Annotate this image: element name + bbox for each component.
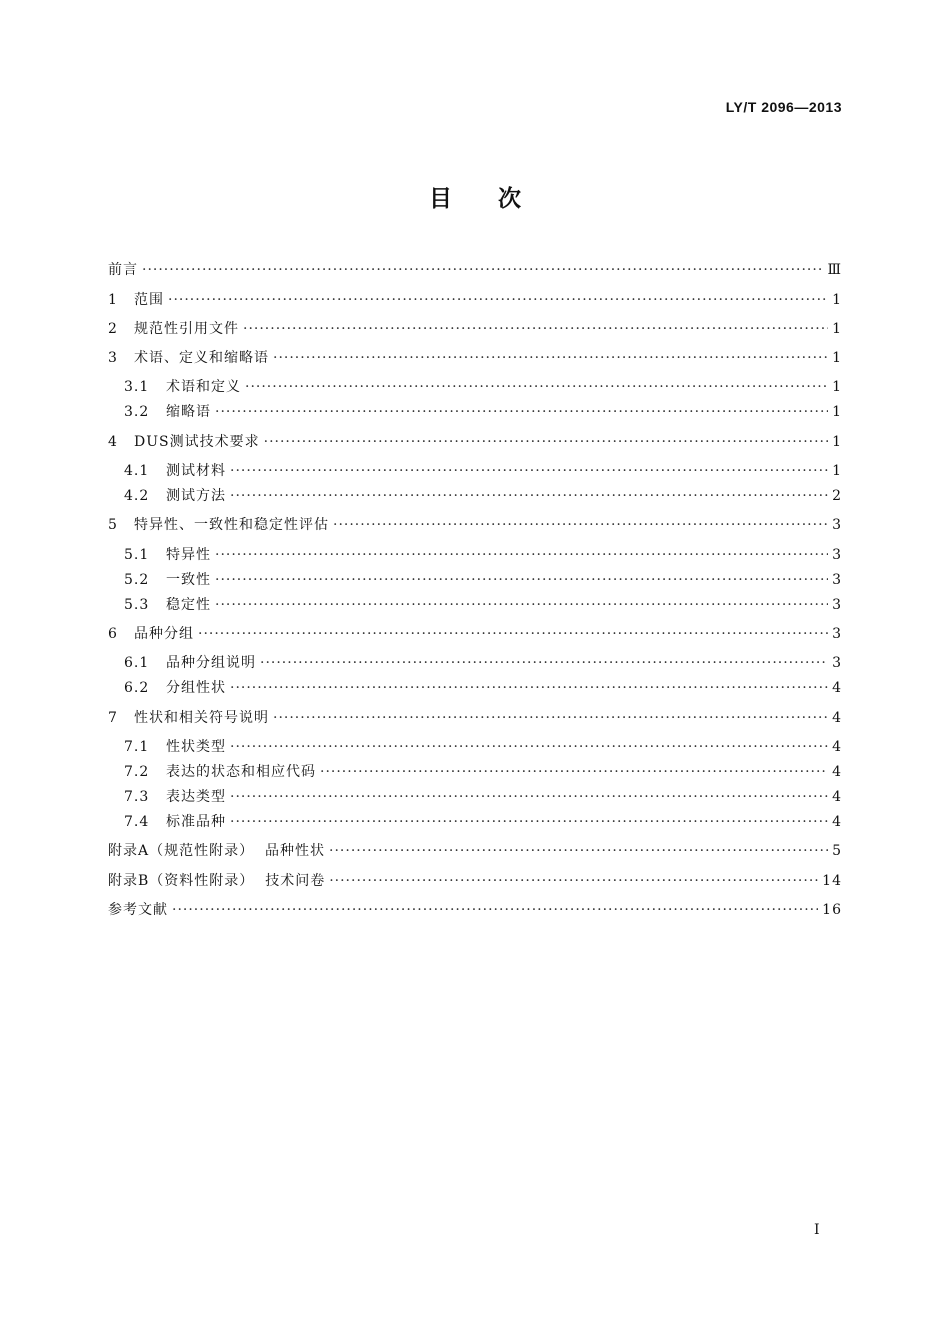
toc-entry-label: 测试材料 xyxy=(166,463,226,479)
toc-entry[interactable] xyxy=(108,402,842,422)
toc-entry-label: 术语和定义 xyxy=(166,379,241,395)
toc-entry-number: 4.1 xyxy=(124,463,150,479)
toc-entry-page: 1 xyxy=(832,463,842,479)
toc-entry-number: 6.1 xyxy=(124,655,150,671)
toc-entry-number: 7.2 xyxy=(124,764,150,780)
toc-entry[interactable] xyxy=(108,461,842,481)
dot-leader xyxy=(215,545,828,565)
dot-leader xyxy=(333,515,828,535)
toc-entry-page: 1 xyxy=(832,350,842,366)
toc-entry-page: 1 xyxy=(832,404,842,420)
dot-leader xyxy=(215,595,828,615)
toc-entry-page: 1 xyxy=(832,321,842,337)
dot-leader xyxy=(320,762,828,782)
toc-entry-page: 16 xyxy=(822,902,842,918)
toc-entry-page: 3 xyxy=(832,517,842,533)
toc-entry-label: 附录B（资料性附录） 技术问卷 xyxy=(108,873,326,889)
toc-entry[interactable] xyxy=(108,841,842,861)
toc-entry-number: 3.1 xyxy=(124,379,150,395)
toc-entry-label: 范围 xyxy=(134,292,164,308)
toc-entry[interactable] xyxy=(108,290,842,310)
toc-entry-label: 前言 xyxy=(108,262,138,278)
toc-entry-label: DUS测试技术要求 xyxy=(134,434,260,450)
toc-entry-label: 一致性 xyxy=(166,572,211,588)
toc-entry-label: 品种分组 xyxy=(134,626,194,642)
dot-leader xyxy=(273,708,828,728)
dot-leader xyxy=(329,841,828,861)
dot-leader xyxy=(243,319,828,339)
toc-entry-page: 3 xyxy=(832,626,842,642)
toc-entry-number: 7.3 xyxy=(124,789,150,805)
toc-entry-page: 1 xyxy=(832,434,842,450)
toc-title: 目次 xyxy=(429,186,567,212)
toc-entry-number: 5.3 xyxy=(124,597,150,613)
toc-entry-label: 特异性 xyxy=(166,547,211,563)
toc-entry[interactable] xyxy=(108,871,842,891)
dot-leader xyxy=(198,624,828,644)
toc-entry-page: 3 xyxy=(832,655,842,671)
toc-entry[interactable] xyxy=(108,787,842,807)
toc-entry-number: 4 xyxy=(108,434,118,450)
toc-entry-page: 5 xyxy=(832,843,842,859)
toc-entry-number: 6.2 xyxy=(124,680,150,696)
dot-leader xyxy=(260,653,828,673)
toc-entry-label: 表达的状态和相应代码 xyxy=(166,764,316,780)
toc-entry-label: 性状类型 xyxy=(166,739,226,755)
toc-entry-page: Ⅲ xyxy=(827,262,842,278)
toc-entry-number: 5.1 xyxy=(124,547,150,563)
toc-entry-number: 3 xyxy=(108,350,118,366)
toc-entry-label: 附录A（规范性附录） 品种性状 xyxy=(108,843,326,859)
toc-entry-label: 品种分组说明 xyxy=(166,655,256,671)
toc-entry[interactable] xyxy=(108,319,842,339)
dot-leader xyxy=(230,461,828,481)
toc-entry-number: 2 xyxy=(108,321,118,337)
toc-entry-number: 6 xyxy=(108,626,118,642)
toc-entry[interactable] xyxy=(108,545,842,565)
dot-leader xyxy=(230,787,828,807)
toc-entry[interactable] xyxy=(108,348,842,368)
toc-entry[interactable] xyxy=(108,762,842,782)
toc-entry-page: 4 xyxy=(832,814,842,830)
toc-entry-label: 稳定性 xyxy=(166,597,211,613)
toc-entry-number: 5 xyxy=(108,517,118,533)
dot-leader xyxy=(215,570,828,590)
standard-number: LY/T 2096—2013 xyxy=(725,99,842,115)
dot-leader xyxy=(172,900,818,920)
toc-entry[interactable] xyxy=(108,432,842,452)
toc-entry[interactable] xyxy=(108,678,842,698)
dot-leader xyxy=(230,737,828,757)
toc-entry-page: 4 xyxy=(832,680,842,696)
toc-entry-label: 表达类型 xyxy=(166,789,226,805)
toc-entry[interactable] xyxy=(108,377,842,397)
toc-entry-page: 3 xyxy=(832,547,842,563)
dot-leader xyxy=(273,348,828,368)
toc-entry-label: 特异性、一致性和稳定性评估 xyxy=(134,517,329,533)
toc-entry[interactable] xyxy=(108,624,842,644)
dot-leader xyxy=(245,377,828,397)
dot-leader xyxy=(168,290,828,310)
toc-entry[interactable] xyxy=(108,737,842,757)
toc-entry[interactable] xyxy=(108,900,842,920)
toc-entry-label: 标准品种 xyxy=(166,814,226,830)
toc-entry-page: 1 xyxy=(832,292,842,308)
toc-entry-page: 4 xyxy=(832,789,842,805)
toc-entry-page: 3 xyxy=(832,572,842,588)
toc-entry[interactable] xyxy=(108,595,842,615)
toc-entry-page: 2 xyxy=(832,488,842,504)
toc-entry-page: 4 xyxy=(832,739,842,755)
toc-entry-number: 7 xyxy=(108,710,118,726)
toc-entry-number: 3.2 xyxy=(124,404,150,420)
toc-entry-label: 术语、定义和缩略语 xyxy=(134,350,269,366)
toc-entry-label: 缩略语 xyxy=(166,404,211,420)
toc-entry-number: 1 xyxy=(108,292,118,308)
toc-entry[interactable] xyxy=(108,812,842,832)
toc-entry-number: 5.2 xyxy=(124,572,150,588)
toc-entry-label: 性状和相关符号说明 xyxy=(134,710,269,726)
toc-entry-page: 4 xyxy=(832,764,842,780)
dot-leader xyxy=(142,260,823,280)
dot-leader xyxy=(264,432,828,452)
toc-entry-label: 参考文献 xyxy=(108,902,168,918)
toc-entry-label: 测试方法 xyxy=(166,488,226,504)
dot-leader xyxy=(215,402,828,422)
toc-entry-page: 14 xyxy=(822,873,842,889)
toc-entry[interactable] xyxy=(108,708,842,728)
toc-entry[interactable] xyxy=(108,486,842,506)
toc-entry-page: 4 xyxy=(832,710,842,726)
page-folio: I xyxy=(814,1222,820,1238)
toc-entry-number: 4.2 xyxy=(124,488,150,504)
toc-entry-number: 7.1 xyxy=(124,739,150,755)
toc-entry-label: 分组性状 xyxy=(166,680,226,696)
toc-entry-page: 1 xyxy=(832,379,842,395)
toc-entry-number: 7.4 xyxy=(124,814,150,830)
toc-entry[interactable] xyxy=(108,515,842,535)
dot-leader xyxy=(230,486,828,506)
dot-leader xyxy=(329,871,818,891)
toc-entry[interactable] xyxy=(108,653,842,673)
dot-leader xyxy=(230,812,828,832)
dot-leader xyxy=(230,678,828,698)
toc-entry[interactable] xyxy=(108,260,842,280)
toc-entry[interactable] xyxy=(108,570,842,590)
toc-entry-page: 3 xyxy=(832,597,842,613)
toc-entry-label: 规范性引用文件 xyxy=(134,321,239,337)
